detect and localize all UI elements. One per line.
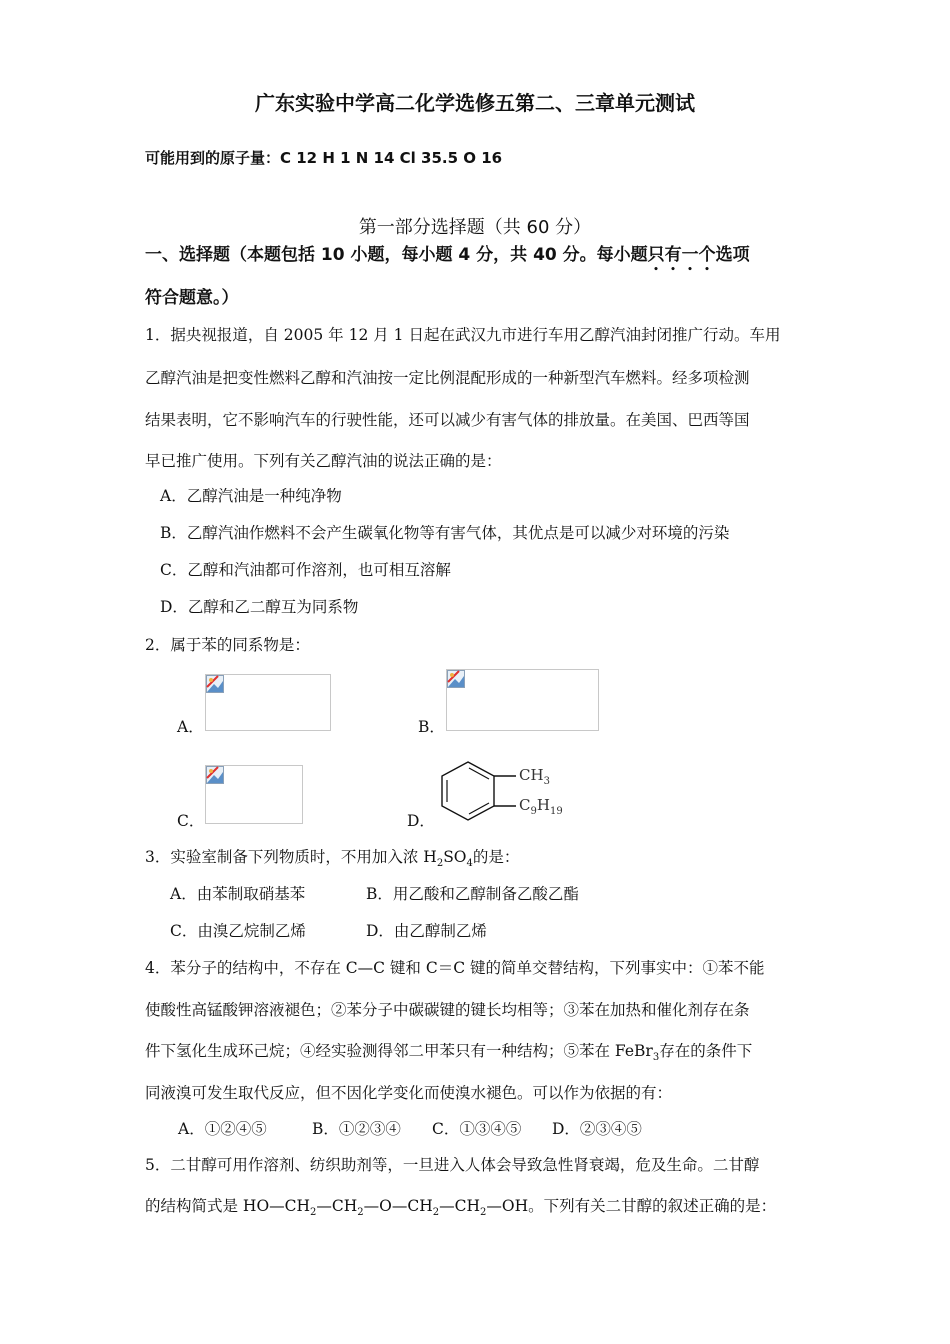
methyl-label <box>519 766 550 787</box>
section1-emphasis: 只有一个 <box>647 245 716 265</box>
benzene-ring-structure <box>436 758 586 828</box>
section1-heading-cont: 符合题意。） <box>145 288 239 308</box>
q5-sub: 2 <box>310 1207 317 1219</box>
page-title: 广东实验中学高二化学选修五第二、三章单元测试 <box>255 91 695 115</box>
q1-line: 1．据央视报道，自 2005 年 12 月 1 日起在武汉九市进行车用乙醇汽油封闭推广行动。车用 <box>145 326 781 344</box>
methyl-text: CH <box>519 766 544 784</box>
q4-option-d: D．②③④⑤ <box>552 1120 642 1138</box>
q5-line: 5．二甘醇可用作溶剂、纺织助剂等，一旦进入人体会导致急性肾衰竭，危及生命。二甘醇 <box>145 1156 760 1174</box>
q2-label-c: C． <box>177 812 205 830</box>
section1-heading <box>145 245 750 275</box>
q4-line: 4．苯分子的结构中，不存在 C—C 键和 C＝C 键的简单交替结构，下列事实中：①苯不能 <box>145 959 765 977</box>
q4-line: 同液溴可发生取代反应，但不因化学变化而使溴水褪色。可以作为依据的有： <box>145 1084 673 1102</box>
q5-line <box>145 1196 776 1223</box>
q5-sub: 2 <box>432 1207 440 1219</box>
q2-label-a: A． <box>177 718 204 736</box>
q2-image-a <box>205 674 331 731</box>
q4-option-c: C．①③④⑤ <box>432 1120 522 1138</box>
q1-line: 早已推广使用。下列有关乙醇汽油的说法正确的是： <box>145 452 502 470</box>
q1-option-b: B．乙醇汽油作燃料不会产生碳氧化物等有害气体，其优点是可以减少对环境的污染 <box>160 524 730 542</box>
q4-line-text: 件下氢化生成环己烷；④经实验测得邻二甲苯只有一种结构；⑤苯在 FeBr <box>145 1042 653 1060</box>
section1-text-end: 选项 <box>715 245 750 265</box>
q3-sub: 4 <box>466 858 473 870</box>
q3-stem-text: 的是： <box>472 848 520 866</box>
q2-label-d: D． <box>407 812 435 830</box>
q2-stem: 2．属于苯的同系物是： <box>145 636 310 654</box>
q4-line: 使酸性高锰酸钾溶液褪色；②苯分子中碳碳键的键长均相等；③苯在加热和催化剂存在条 <box>145 1001 750 1019</box>
q3-option-d: D．由乙醇制乙烯 <box>366 922 487 940</box>
q5-text: —CH <box>316 1197 358 1215</box>
q2-image-c <box>205 765 303 824</box>
q2-label-b: B． <box>418 718 445 736</box>
broken-image-icon <box>206 675 224 693</box>
q4-line-text: 存在的条件下 <box>659 1042 753 1060</box>
q4-sub: 3 <box>652 1052 660 1064</box>
q1-option-c: C．乙醇和汽油都可作溶剂，也可相互溶解 <box>160 561 451 579</box>
q3-option-b: B．用乙酸和乙醇制备乙酸乙酯 <box>366 885 579 903</box>
q5-sub: 2 <box>480 1207 487 1219</box>
q5-text: —CH <box>439 1197 481 1215</box>
q5-text: —OH。下列有关二甘醇的叙述正确的是： <box>486 1197 777 1215</box>
methyl-subscript: 3 <box>543 776 550 787</box>
q5-text: —O—CH <box>363 1197 433 1215</box>
q1-line: 乙醇汽油是把变性燃料乙醇和汽油按一定比例混配形成的一种新型汽车燃料。经多项检测 <box>145 369 750 387</box>
nonyl-label <box>519 796 563 817</box>
q3-sub: 2 <box>436 858 444 870</box>
q1-option-a: A．乙醇汽油是一种纯净物 <box>160 487 342 505</box>
q5-sub: 2 <box>357 1207 364 1219</box>
q3-stem-text: 3．实验室制备下列物质时，不用加入浓 H <box>145 848 437 866</box>
nonyl-c: C <box>519 796 531 814</box>
q4-line <box>145 1041 752 1068</box>
broken-image-icon <box>206 766 224 784</box>
section1-text: 一、选择题（本题包括 10 小题，每小题 4 分，共 40 分。每小题 <box>145 245 648 265</box>
q3-stem-text: SO <box>443 848 467 866</box>
q3-option-c: C．由溴乙烷制乙烯 <box>170 922 306 940</box>
q2-structure-d <box>436 758 586 828</box>
q4-option-a: A．①②④⑤ <box>178 1120 267 1138</box>
nonyl-h-subscript: 19 <box>549 806 563 817</box>
part1-heading: 第一部分选择题（共 60 分） <box>358 217 592 238</box>
q1-option-d: D．乙醇和乙二醇互为同系物 <box>160 598 359 616</box>
q4-option-b: B．①②③④ <box>312 1120 401 1138</box>
q5-text: 的结构简式是 HO—CH <box>145 1197 311 1215</box>
nonyl-h: H <box>536 796 550 814</box>
q1-line: 结果表明，它不影响汽车的行驶性能，还可以减少有害气体的排放量。在美国、巴西等国 <box>145 411 750 429</box>
nonyl-c-subscript: 9 <box>530 806 537 817</box>
q2-image-b <box>446 669 599 731</box>
q3-stem <box>145 847 519 874</box>
q3-option-a: A．由苯制取硝基苯 <box>170 885 306 903</box>
atomic-mass-line: 可能用到的原子量：C 12 H 1 N 14 Cl 35.5 O 16 <box>145 149 503 167</box>
broken-image-icon <box>447 670 465 688</box>
